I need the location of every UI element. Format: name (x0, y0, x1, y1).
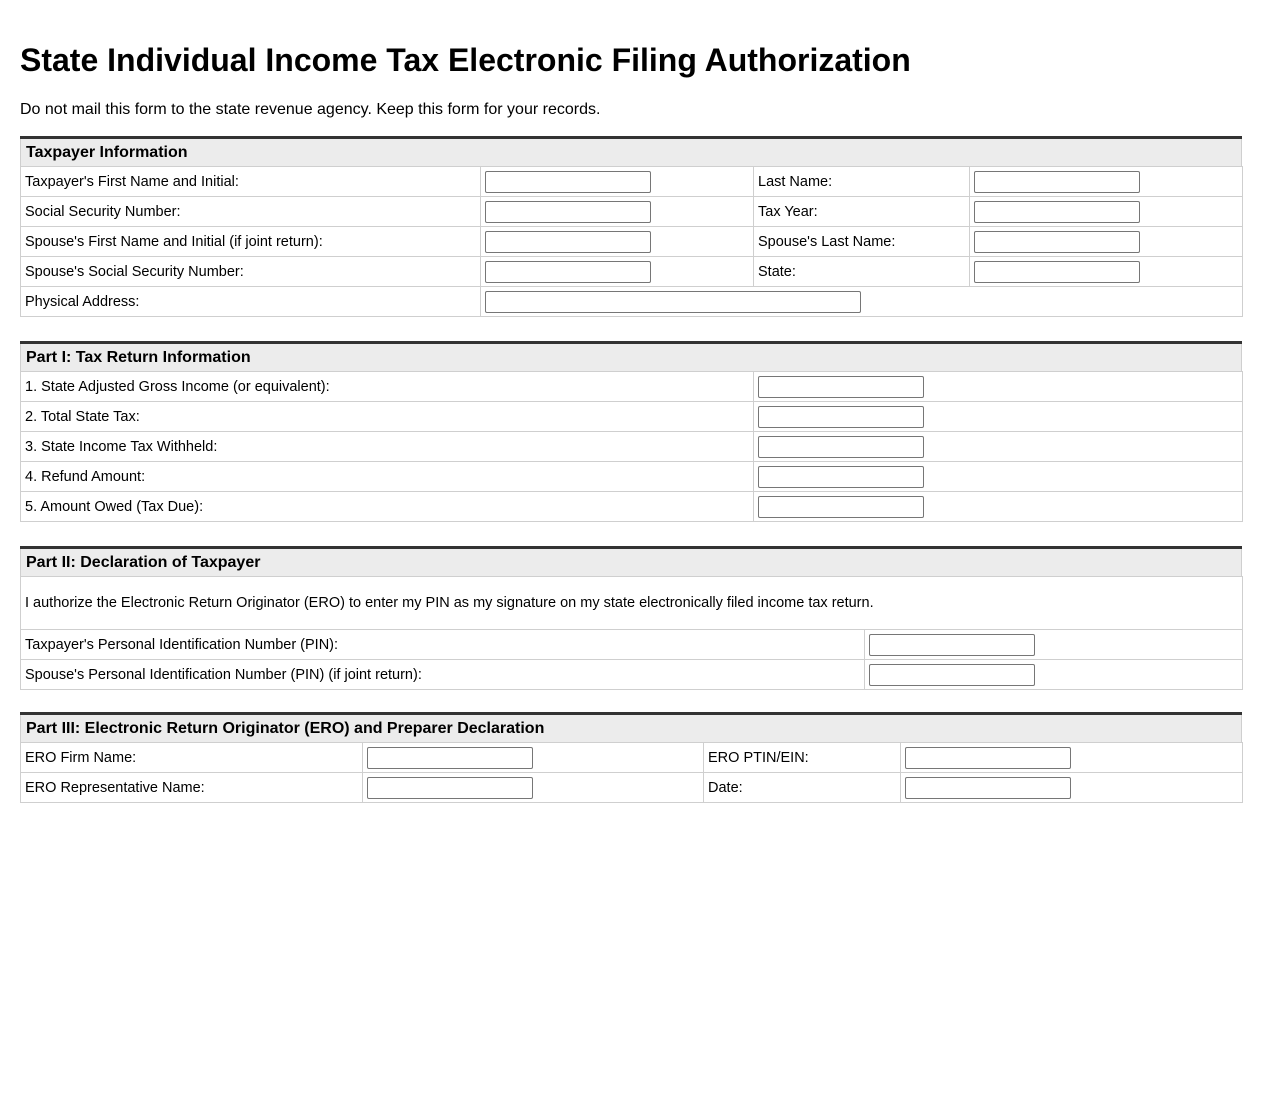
table-row (21, 227, 1243, 257)
spouse-pin-field[interactable] (869, 664, 1035, 686)
ero-ptin-label: ERO PTIN/EIN: (704, 743, 901, 773)
table-row (21, 197, 1243, 227)
spouse-last-name-label: Spouse's Last Name: (754, 227, 970, 257)
line-2-field[interactable] (758, 406, 924, 428)
ero-ptin-field[interactable] (905, 747, 1071, 769)
ssn-label: Social Security Number: (21, 197, 481, 227)
line-3-field[interactable] (758, 436, 924, 458)
taxpayer-section (20, 136, 1242, 317)
tax-year-field[interactable] (974, 201, 1140, 223)
spouse-pin-label: Spouse's Personal Identification Number (PIN) (if joint return): (21, 660, 865, 690)
table-row (21, 257, 1243, 287)
tax-year-label: Tax Year: (754, 197, 970, 227)
table-row (21, 402, 1243, 432)
table-row (21, 432, 1243, 462)
ero-rep-field[interactable] (367, 777, 533, 799)
first-name-label: Taxpayer's First Name and Initial: (21, 167, 481, 197)
line-5-label: 5. Amount Owed (Tax Due): (21, 492, 754, 522)
spouse-ssn-field[interactable] (485, 261, 651, 283)
ssn-field[interactable] (485, 201, 651, 223)
line-1-field[interactable] (758, 376, 924, 398)
part3-heading: Part III: Electronic Return Originator (ERO) and Preparer Declaration (20, 715, 1242, 742)
spouse-last-name-field[interactable] (974, 231, 1140, 253)
spouse-first-name-field[interactable] (485, 231, 651, 253)
table-row (21, 660, 1243, 690)
line-4-field[interactable] (758, 466, 924, 488)
ero-rep-label: ERO Representative Name: (21, 773, 363, 803)
line-5-field[interactable] (758, 496, 924, 518)
address-label: Physical Address: (21, 287, 481, 317)
table-row (21, 577, 1243, 630)
part1-table (20, 371, 1243, 522)
last-name-label: Last Name: (754, 167, 970, 197)
table-row (21, 492, 1243, 522)
intro-text: Do not mail this form to the state revenue agency. Keep this form for your records. (20, 101, 601, 118)
part1-heading: Part I: Tax Return Information (20, 344, 1242, 371)
date-label: Date: (704, 773, 901, 803)
last-name-field[interactable] (974, 171, 1140, 193)
taxpayer-table (20, 166, 1243, 317)
state-field[interactable] (974, 261, 1140, 283)
part3-table (20, 742, 1243, 803)
ero-firm-label: ERO Firm Name: (21, 743, 363, 773)
part2-section (20, 546, 1242, 690)
table-row (21, 462, 1243, 492)
line-4-label: 4. Refund Amount: (21, 462, 754, 492)
table-row (21, 372, 1243, 402)
spouse-first-name-label: Spouse's First Name and Initial (if joint return): (21, 227, 481, 257)
address-field[interactable] (485, 291, 861, 313)
state-label: State: (754, 257, 970, 287)
line-3-label: 3. State Income Tax Withheld: (21, 432, 754, 462)
taxpayer-heading: Taxpayer Information (20, 139, 1242, 166)
table-row (21, 630, 1243, 660)
ero-firm-field[interactable] (367, 747, 533, 769)
declaration-text: I authorize the Electronic Return Originator (ERO) to enter my PIN as my signature on my state electronically filed income tax return. (21, 577, 1243, 630)
part1-section (20, 341, 1242, 522)
table-row (21, 287, 1243, 317)
table-row (21, 773, 1243, 803)
part2-heading: Part II: Declaration of Taxpayer (20, 549, 1242, 576)
part3-section (20, 712, 1242, 803)
table-row (21, 167, 1243, 197)
taxpayer-pin-field[interactable] (869, 634, 1035, 656)
line-2-label: 2. Total State Tax: (21, 402, 754, 432)
table-row (21, 743, 1243, 773)
line-1-label: 1. State Adjusted Gross Income (or equivalent): (21, 372, 754, 402)
taxpayer-pin-label: Taxpayer's Personal Identification Number (PIN): (21, 630, 865, 660)
page-title: State Individual Income Tax Electronic Filing Authorization (20, 42, 911, 78)
spouse-ssn-label: Spouse's Social Security Number: (21, 257, 481, 287)
date-field[interactable] (905, 777, 1071, 799)
part2-table (20, 576, 1243, 690)
first-name-field[interactable] (485, 171, 651, 193)
